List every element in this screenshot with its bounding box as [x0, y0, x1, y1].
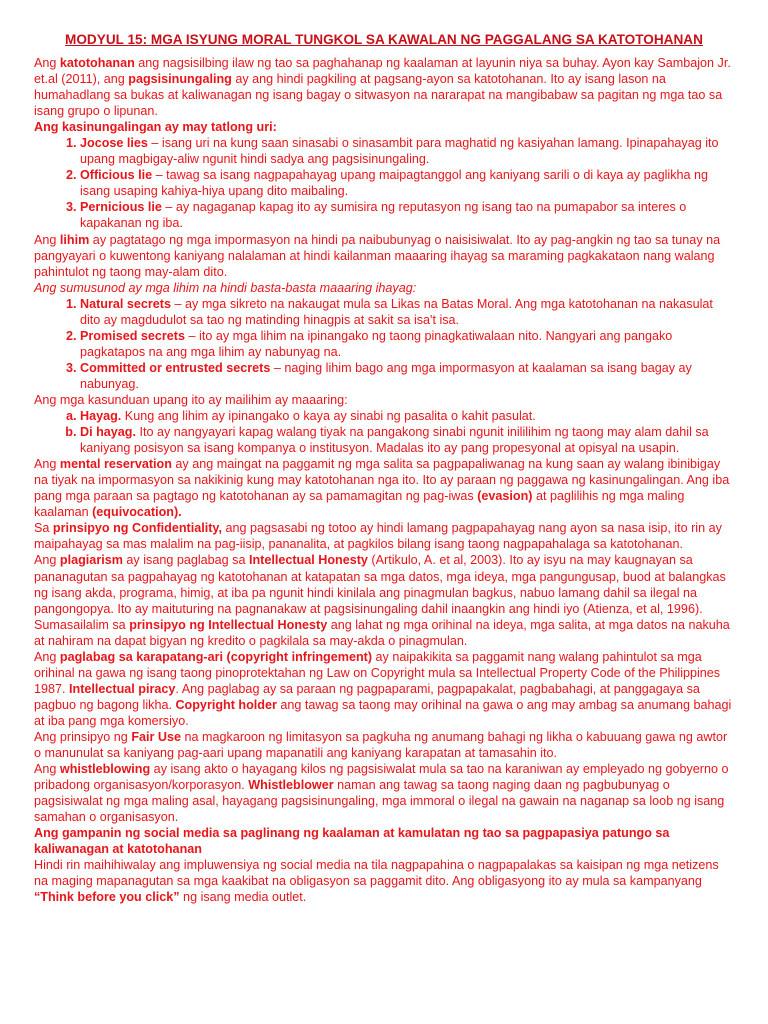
term-intellectual-piracy: Intellectual piracy	[69, 681, 176, 696]
list-item	[80, 408, 734, 424]
term-committed-secrets: Committed or entrusted secrets	[80, 360, 271, 375]
text-run: Ang	[34, 553, 60, 568]
social-media-heading-text: Ang gampanin ng social media sa paglinang ng kaalaman at kamulatan ng tao sa pagpapasiya patungo sa kaliwanagan at katotohanan	[34, 826, 670, 857]
term-natural-secrets: Natural secrets	[80, 296, 172, 311]
list-item	[80, 328, 734, 360]
secrets-list	[34, 296, 734, 392]
list-item-desc: Ito ay nangyayari kapag walang tiyak na pangakong sinabi ngunit inililihim ng taong may alam dahil sa kaniyang posisyon sa isang kompanya o institusyon. Madalas ito ay pang propesyonal at opisyal na usapin.	[80, 425, 709, 456]
term-pernicious-lie: Pernicious lie	[80, 200, 162, 215]
term-copyright-holder: Copyright holder	[175, 697, 277, 712]
text-run: . Ang paglabag ay sa paraan ng pagpaparami, pagpapakalat, pagbabahagi, at panggagaya sa pagbuo ng bagong likha.	[34, 681, 700, 712]
term-plagiarism: plagiarism	[59, 553, 123, 568]
text-run: Ang	[34, 649, 60, 664]
term-katotohanan: katotohanan	[59, 56, 135, 70]
social-media-paragraph	[34, 857, 734, 905]
text-run: ang nagsisilbing ilaw ng tao sa paghahanap ng kaalaman at layunin niya sa buhay. Ayon kay Sambajon Jr. et.al (2011), ang	[34, 56, 731, 87]
social-media-heading	[34, 825, 734, 857]
lies-list	[34, 135, 734, 231]
term-officious-lie: Officious lie	[80, 168, 153, 183]
text-run: ang lahat ng mga orihinal na ideya, mga salita, at mga datos na nakuha at nahiram na dapat bigyan ng kredito o pagkilala sa may-akda o pinagmulan.	[34, 617, 730, 648]
kasunduan-list	[34, 408, 734, 456]
fair-use-paragraph	[34, 729, 734, 761]
text-run: Hindi rin maihihiwalay ang impluwensiya ng social media na tila nagpapahina o nagpapalakas sa kaisipan ng mga netizens na maging mapanagutan sa mga kaakibat na obligasyon sa paggamit dito. Ang obligasyong ito ay mula sa kampanyang	[34, 858, 719, 889]
list-item	[80, 360, 734, 392]
mental-reservation-paragraph	[34, 456, 734, 520]
list-item	[80, 167, 734, 199]
list-item-desc: Kung ang lihim ay ipinangako o kaya ay sinabi ng pasalita o kahit pasulat.	[121, 409, 536, 424]
lihim-paragraph	[34, 232, 734, 280]
text-run: Ang prinsipyo ng	[34, 729, 132, 744]
text-run: ay ang hindi pagkiling at pagsang-ayon sa katotohanan. Ito ay isang lason na humahadlang sa bukas at kaliwanagan ng isang bagay o sitwasyon na nararapat na mangibabaw sa pagitan ng mga tao sa isang grupo o lipunan.	[34, 72, 723, 119]
text-run: ng isang media outlet.	[179, 890, 307, 905]
text-run: ay ang maingat na paggamit ng mga salita sa pagpapaliwanag na kung saan ay walang ibinibigay na tiyak na impormasyon sa nakikinig kung may katotohanan nga ito. Ito ay paraan ng paggawa ng kasinungalingan. Ang iba pang mga paraan sa pagtago ng katotohanan ay sa pamamagitan ng pag-iwas	[34, 457, 730, 504]
text-run: (Artikulo, A. et al, 2003). Ito ay isyu na may kaugnayan sa pananagutan sa pagpahayag ng katotohanan at katapatan sa mga datos, mga ideya, mga pangungusap, buod at balangkas ng isang akda, programa, himig, at iba pa ngunit hindi kinilala ang pinagmulan bagkus, nabuo lamang dahil sa ilegal na pangongopya. Ito ay maituturing na pagnanakaw at pagsisinungaling dahil inaangkin ang hindi iyo (Atienza, et al, 1996). Sumasailalim sa	[34, 553, 726, 632]
term-prinsipyo-intellectual-honesty: prinsipyo ng Intellectual Honesty	[129, 617, 328, 632]
text-run: Ang	[34, 56, 60, 70]
term-jocose-lies: Jocose lies	[80, 136, 148, 151]
katotohanan-paragraph	[34, 55, 734, 119]
text-run: na magkaroon ng limitasyon sa pagkuha ng anumang bahagi ng likha o kabuuang gawa ng awtor o manunulat sa kaniyang pag-aari upang mapanatili ang kaniyang karapatan at tamasahin ito.	[34, 729, 728, 761]
text-run: ay isang paglabag sa	[122, 553, 249, 568]
list-item-desc: – isang uri na kung saan sinasabi o sinasambit para maghatid ng kasiyahan lamang. Ipinapahayag ito upang magbigay-aliw ngunit hindi sadya ang pagsisinungaling.	[80, 136, 719, 167]
list-item-desc: – tawag sa isang nagpapahayag upang maipagtanggol ang kaniyang sarili o di kaya ay paglikha ng isang usaping kahiya-hiya upang dito maibaling.	[80, 168, 709, 199]
text-run: naman ang tawag sa taong naging daan ng pagbubunyag o pagsisiwalat ng mga maling asal, hayagang pagsisinungaling, mga immoral o ilegal na gawain na naganap sa loob ng isang samahan o organisasyon.	[34, 778, 725, 825]
list-item-desc: – naging lihim bago ang mga impormasyon at kaalaman sa isang bagay ay nabunyag.	[80, 360, 692, 391]
confidentiality-paragraph	[34, 520, 734, 552]
list-item-desc: – ay mga sikreto na nakaugat mula sa Likas na Batas Moral. Ang mga katotohanan na nakasulat dito ay magdudulot sa tao ng matinding hinagpis at sakit sa isa't isa.	[80, 296, 713, 327]
kasunduan-heading: Ang mga kasunduan upang ito ay mailihim ay maaaring:	[34, 392, 348, 407]
secrets-heading: Ang sumusunod ay mga lihim na hindi basta-basta maaaring ihayag:	[34, 280, 417, 295]
text-run: Sa	[34, 521, 53, 536]
term-hayag: Hayag.	[80, 409, 122, 424]
term-copyright-infringement: paglabag sa karapatang-ari (copyright infringement)	[59, 649, 373, 664]
list-item	[80, 424, 734, 456]
term-mental-reservation: mental reservation	[59, 457, 172, 472]
list-item-desc: – ay nagaganap kapag ito ay sumisira ng reputasyon ng isang tao na pumapabor sa interes o kapakanan ng iba.	[80, 200, 687, 231]
term-pagsisinungaling: pagsisinungaling	[128, 72, 232, 87]
term-whistleblower: Whistleblower	[248, 778, 334, 793]
whistleblowing-paragraph	[34, 761, 734, 825]
text-run: ay naipakikita sa paggamit nang walang pahintulot sa mga orihinal na gawa ng isang taong pinoprotektahan ng Law on Copyright mula sa Intellectual Property Code of the Philippines 1987.	[34, 649, 721, 696]
text-run: Ang	[34, 762, 60, 777]
text-run: Ang	[34, 457, 60, 472]
copyright-paragraph	[34, 649, 734, 729]
term-think-before-you-click: “Think before you click”	[34, 890, 180, 905]
term-whistleblowing: whistleblowing	[59, 762, 151, 777]
text-run: at paglilihis ng mga maling kaalaman	[34, 489, 685, 520]
text-run: ang tawag sa taong may orihinal na gawa o ang may ambag sa anumang bahagi at iba pang mga komersiyo.	[34, 697, 732, 728]
list-item	[80, 296, 734, 328]
term-di-hayag: Di hayag.	[80, 425, 136, 440]
plagiarism-paragraph	[34, 552, 734, 648]
list-item-desc: – ito ay mga lihim na ipinangako ng taong pinagkatiwalaan nito. Nangyari ang pangako pagkatapos na ang mga lihim ay nabunyag na.	[80, 328, 673, 359]
term-lihim: lihim	[59, 232, 90, 247]
list-item	[80, 199, 734, 231]
term-intellectual-honesty: Intellectual Honesty	[248, 553, 368, 568]
term-confidentiality: prinsipyo ng Confidentiality,	[52, 521, 222, 536]
term-equivocation: (equivocation).	[92, 505, 182, 520]
term-evasion: (evasion)	[477, 489, 533, 504]
text-run: ay isang akto o hayagang kilos ng pagsisiwalat mula sa tao na karaniwan ay empleyado ng gobyerno o pribadong organisasyon/korporasyon.	[34, 762, 729, 793]
page-title: MODYUL 15: MGA ISYUNG MORAL TUNGKOL SA KAWALAN NG PAGGALANG SA KATOTOHANAN	[65, 32, 703, 47]
term-fair-use: Fair Use	[131, 729, 182, 744]
text-run: ang pagsasabi ng totoo ay hindi lamang pagpapahayag nang ayon sa nasa isip, ito rin ay maipahayag sa mas malalim na pag-iisip, pananalita, at pagkilos bilang isang taong nagpapahalaga sa katotohanan.	[34, 521, 722, 552]
text-run: Ang	[34, 232, 60, 247]
lies-heading	[34, 119, 734, 135]
text-run: ay pagtatago ng mga impormasyon na hindi pa naibubunyag o naisisiwalat. Ito ay pag-angkin ng tao sa tunay na pangyayari o kuwentong kaniyang nalalaman at hindi kailanman maaaring ihayag sa maraming pagkakataon nang walang pahintulot ng taong may-alam dito.	[34, 232, 721, 279]
lies-heading-text: Ang kasinungalingan ay may tatlong uri:	[34, 120, 277, 135]
term-promised-secrets: Promised secrets	[80, 328, 186, 343]
list-item	[80, 135, 734, 167]
